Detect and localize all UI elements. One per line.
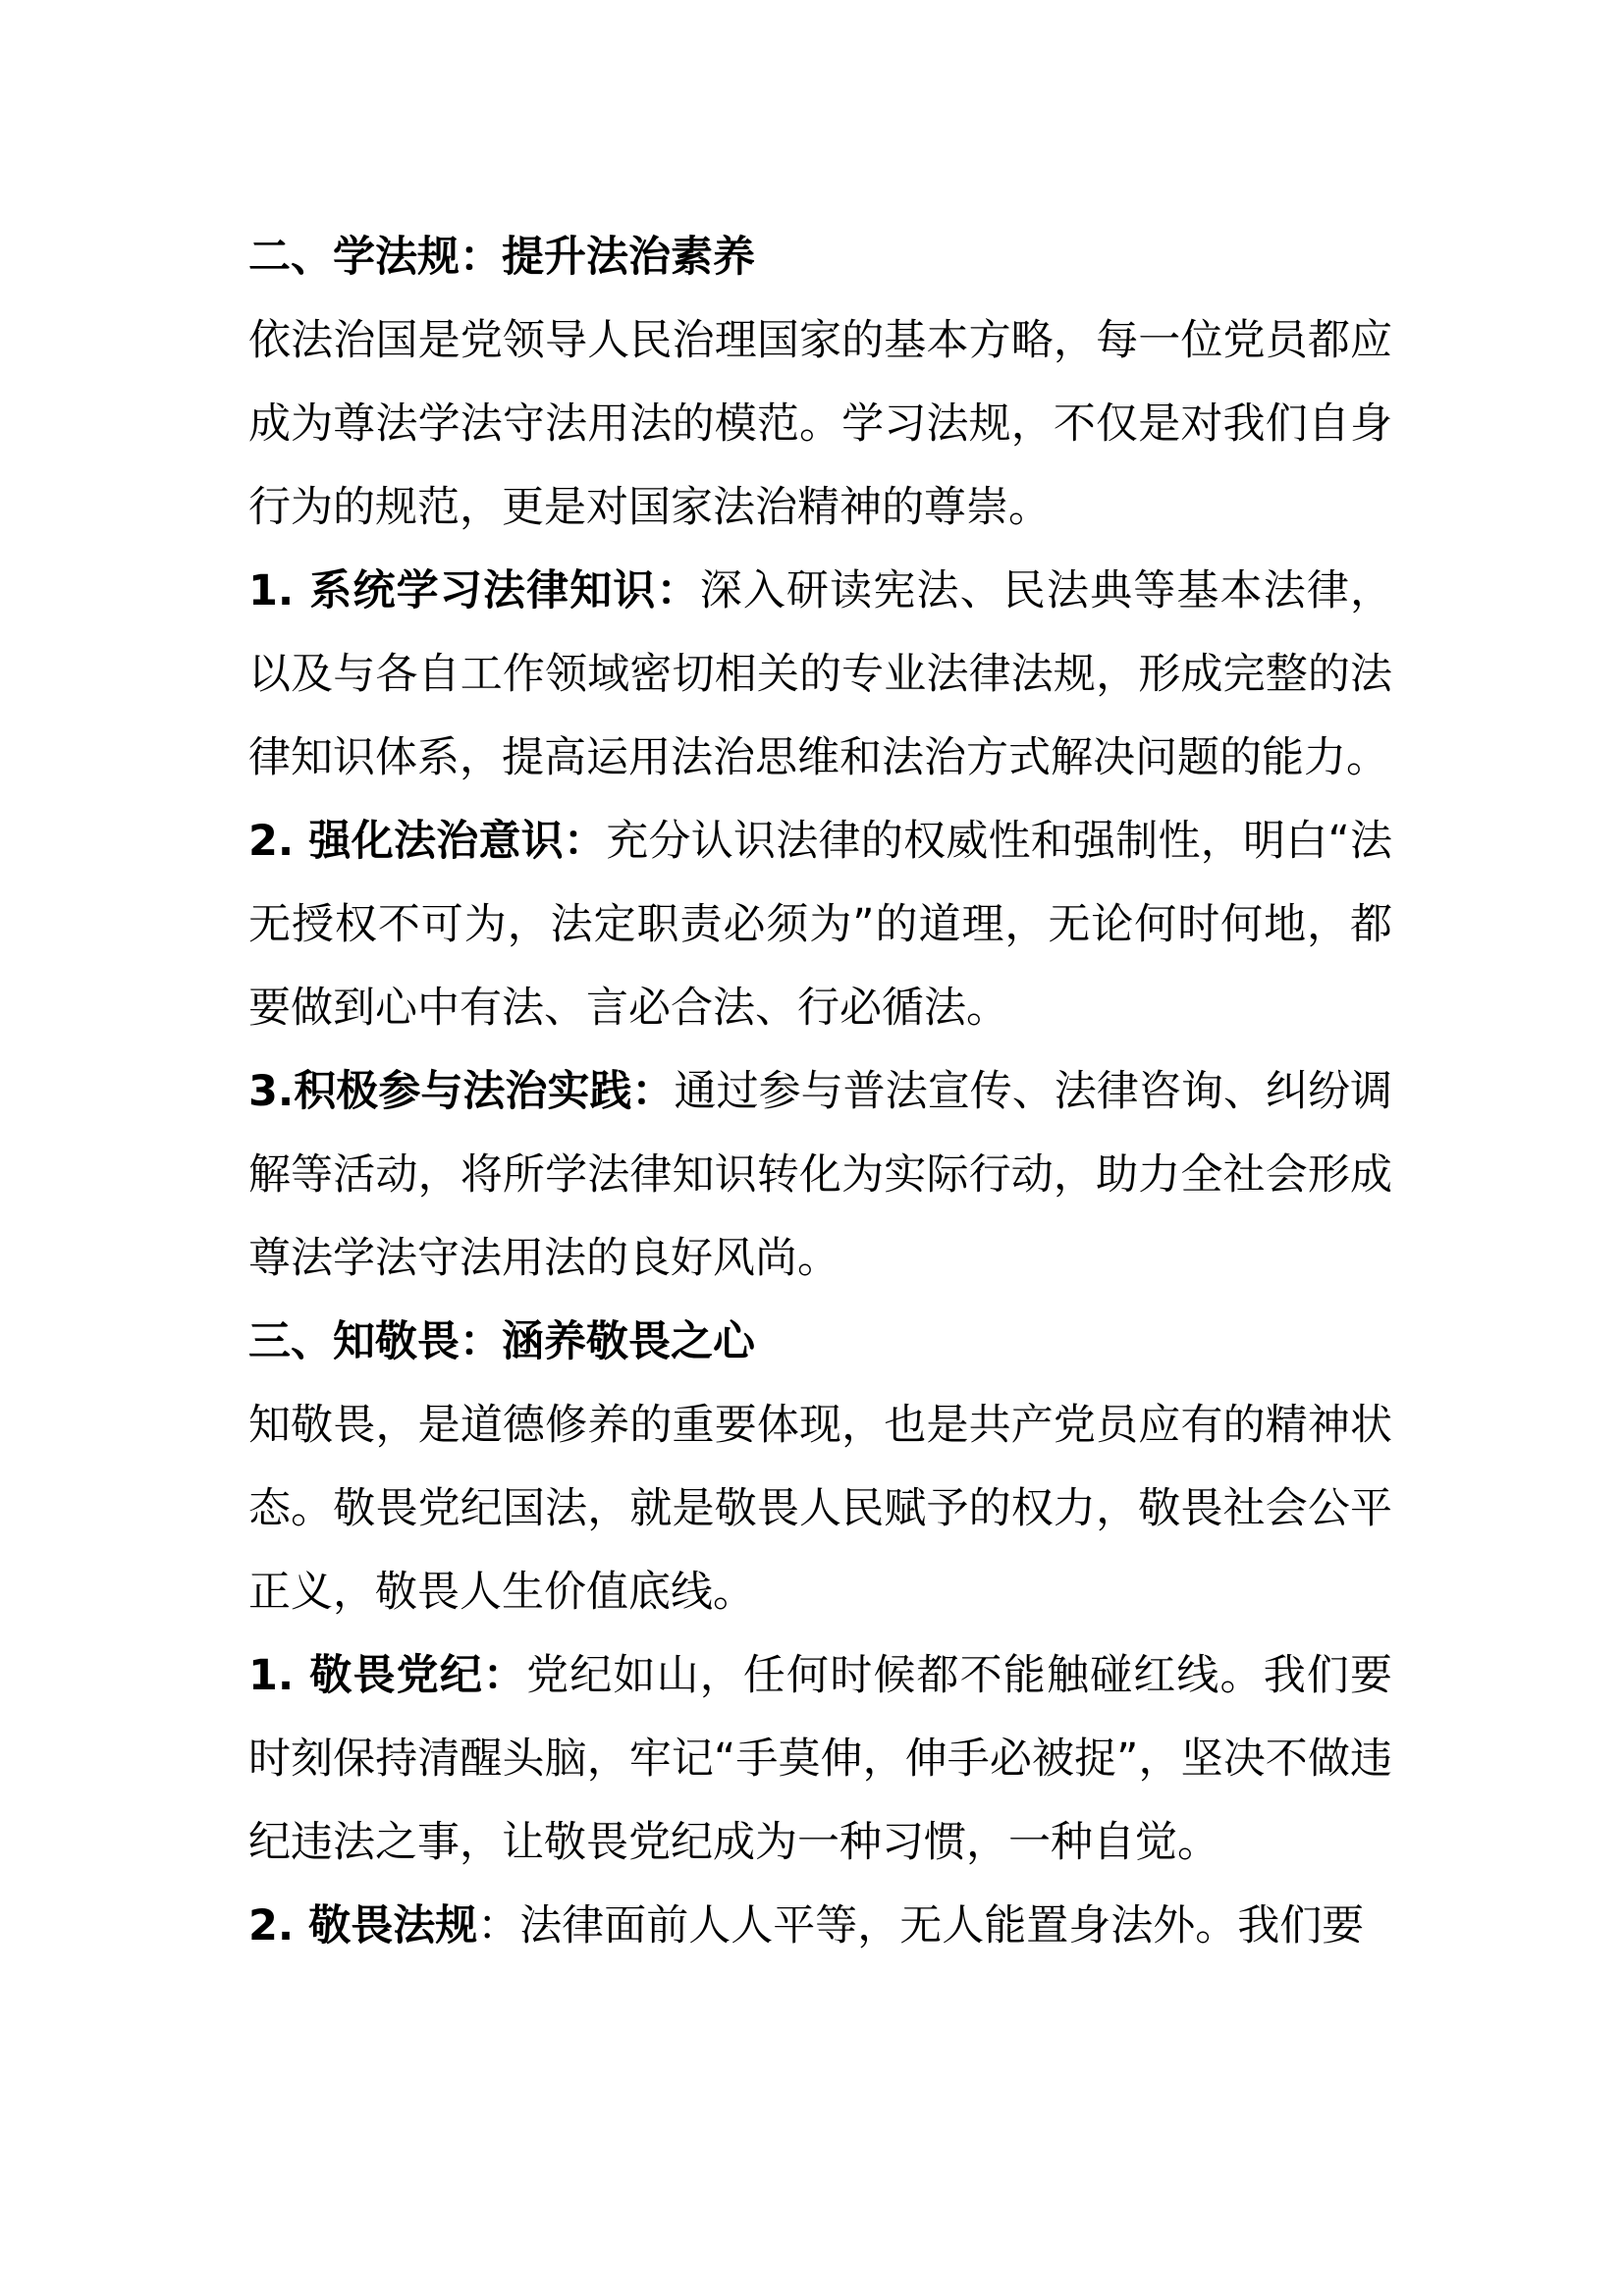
list-item-rule-of-law-awareness: [248, 800, 1392, 1050]
section-heading-reverence: 三、知敬畏：涵养敬畏之心: [248, 1317, 755, 1366]
section-heading-study-laws: 二、学法规：提升法治素养: [248, 233, 755, 282]
list-item-title: 1. 敬畏党纪：: [248, 1651, 527, 1700]
list-item-title: 2. 强化法治意识：: [248, 817, 607, 866]
list-item-title: 1. 系统学习法律知识：: [248, 566, 700, 615]
list-item-title: 3.积极参与法治实践：: [248, 1067, 675, 1116]
list-item-text: ：法律面前人人平等，无人能置身法外。我们要: [477, 1901, 1365, 1950]
list-item-text: 充分认识法律的权威性和强制性，明白“法无授权不可为，法定职责必须为”的道理，无论何时何地，都要做到心中有法、言必合法、行必循法。: [248, 817, 1393, 1033]
list-item-text: 党纪如山，任何时候都不能触碰红线。我们要时刻保持清醒头脑，牢记“手莫伸，伸手必被捉”，坚决不做违纪违法之事，让敬畏党纪成为一种习惯，一种自觉。: [248, 1651, 1393, 1867]
section-intro-reverence: 知敬畏，是道德修养的重要体现，也是共产党员应有的精神状态。敬畏党纪国法，就是敬畏人民赋予的权力，敬畏社会公平正义，敬畏人生价值底线。: [248, 1401, 1392, 1617]
section-intro-study-laws: 依法治国是党领导人民治理国家的基本方略，每一位党员都应成为尊法学法守法用法的模范。学习法规，不仅是对我们自身行为的规范，更是对国家法治精神的尊崇。: [248, 316, 1392, 532]
list-item-laws-regulations: [248, 1885, 1392, 1968]
list-item-text: 深入研读宪法、民法典等基本法律，以及与各自工作领域密切相关的专业法律法规，形成完整的法律知识体系，提高运用法治思维和法治方式解决问题的能力。: [248, 566, 1392, 782]
document-body: [248, 216, 1392, 1968]
list-item-text: 通过参与普法宣传、法律咨询、纠纷调解等活动，将所学法律知识转化为实际行动，助力全社会形成尊法学法守法用法的良好风尚。: [248, 1067, 1392, 1283]
list-item-party-discipline: [248, 1634, 1392, 1885]
list-item-legal-knowledge: [248, 550, 1392, 800]
list-item-rule-of-law-practice: [248, 1050, 1392, 1301]
list-item-title: 2. 敬畏法规: [248, 1901, 478, 1950]
